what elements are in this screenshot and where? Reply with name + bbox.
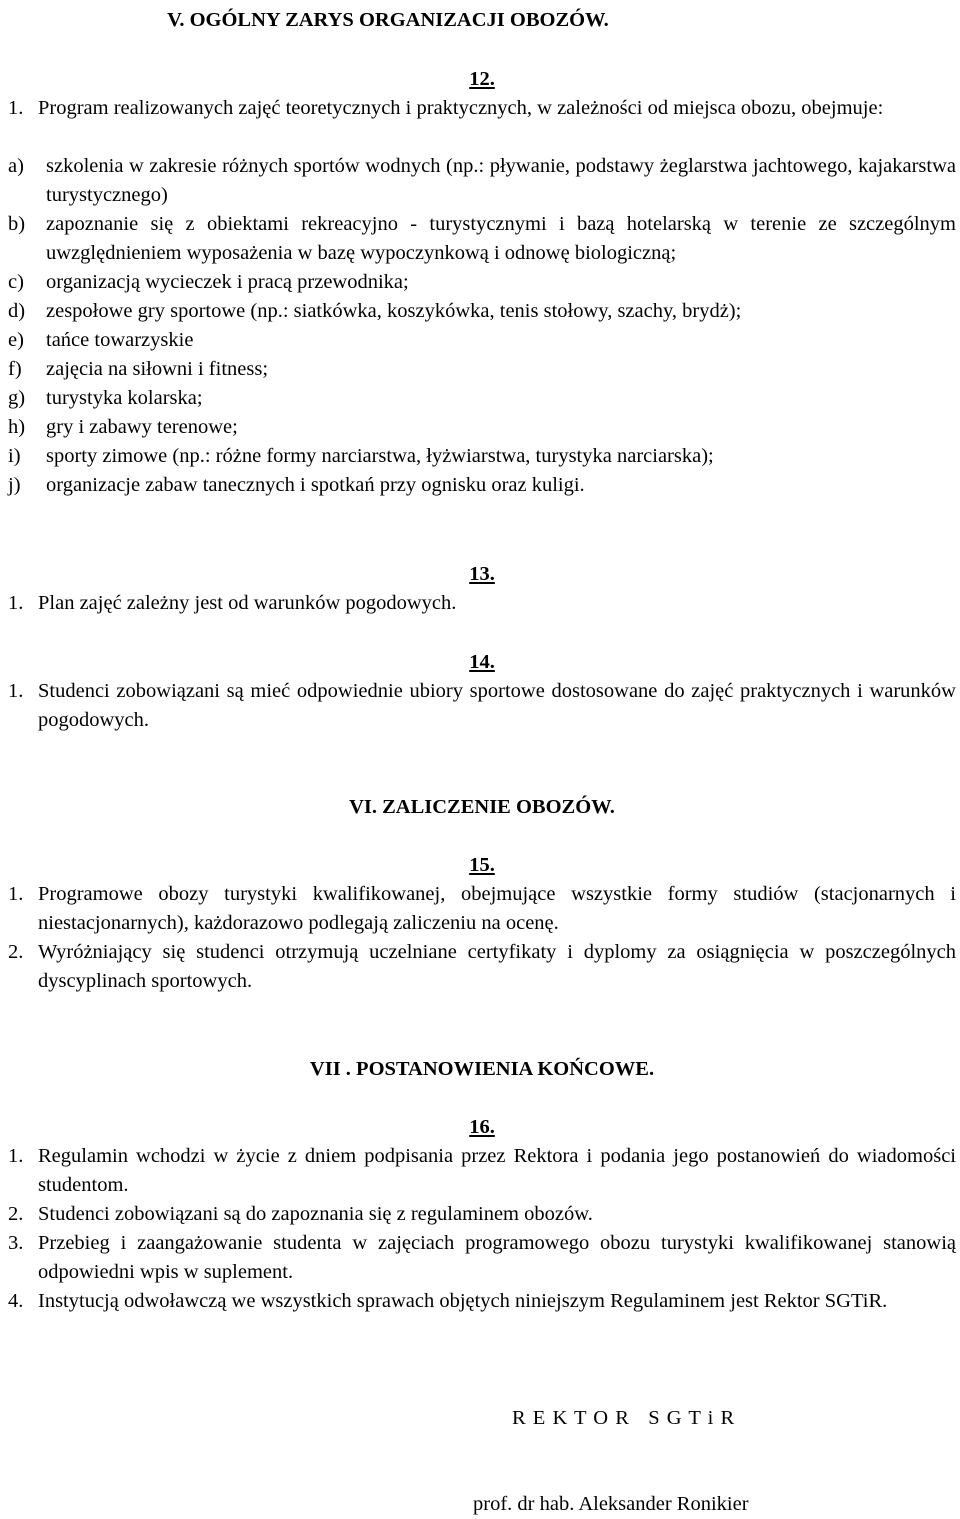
item-text: Studenci zobowiązani są mieć odpowiednie ubiory sportowe dostosowane do zajęć praktycznych i warunków pogodowych. (38, 680, 956, 731)
subitem-text: tańce towarzyskie (46, 329, 194, 351)
subitem-letter: e) (8, 329, 24, 351)
subitem-a (8, 152, 956, 210)
item-text: Regulamin wchodzi w życie z dniem podpisania przez Rektora i podania jego postanowień do wiadomości studentom. (38, 1145, 956, 1196)
par16-item-list (8, 1142, 956, 1316)
par13-item-1 (8, 589, 956, 618)
item-text: Studenci zobowiązani są do zapoznania się z regulaminem obozów. (38, 1203, 593, 1225)
section-6-title: VI. ZALICZENIE OBOZÓW. (349, 796, 615, 818)
item-number: 2. (8, 1203, 24, 1225)
par15-item-1 (8, 880, 956, 938)
subitem-d (8, 297, 956, 326)
subitem-h (8, 413, 956, 442)
item-number: 1. (8, 592, 24, 614)
par16-item-4 (8, 1287, 956, 1316)
par16-item-2 (8, 1200, 956, 1229)
item-text: Przebieg i zaangażowanie studenta w zajęciach programowego obozu turystyki kwalifikowanej stanowią odpowiedni wpis w suplement. (38, 1232, 956, 1283)
par14-item-1 (8, 677, 956, 735)
subitem-letter: j) (8, 474, 21, 496)
par15-item-list (8, 880, 956, 996)
par16-item-1 (8, 1142, 956, 1200)
subitem-i (8, 442, 956, 471)
subitem-letter: i) (8, 445, 21, 467)
section-7-title: VII . POSTANOWIENIA KOŃCOWE. (309, 1058, 655, 1080)
item-text: Wyróżniający się studenci otrzymują uczelniane certyfikaty i dyplomy za osiągnięcia w poszczególnych dyscyplinach sportowych. (38, 941, 956, 992)
item-text: Programowe obozy turystyki kwalifikowanej, obejmujące wszystkie formy studiów (stacjonarnych i niestacjonarnych), każdorazowo podlegają zaliczeniu na ocenę. (38, 883, 956, 934)
subitem-letter: b) (8, 213, 26, 235)
subitem-text: zajęcia na siłowni i fitness; (46, 358, 269, 380)
signature-title: R E K T O R S G T i R (512, 1407, 736, 1429)
item-text: Program realizowanych zajęć teoretycznych i praktycznych, w zależności od miejsca obozu, obejmuje: (38, 97, 884, 119)
subitem-f (8, 355, 956, 384)
subitem-e (8, 326, 956, 355)
item-number: 1. (8, 680, 24, 702)
subitem-text: organizacje zabaw tanecznych i spotkań przy ognisku oraz kuligi. (46, 474, 585, 496)
item-number: 4. (8, 1290, 24, 1312)
item-text: Plan zajęć zależny jest od warunków pogodowych. (38, 592, 457, 614)
subitem-text: szkolenia w zakresie różnych sportów wodnych (np.: pływanie, podstawy żeglarstwa jachtowego, kajakarstwa turystycznego) (46, 155, 956, 206)
subitem-letter: a) (8, 155, 24, 177)
subitem-text: zapoznanie się z obiektami rekreacyjno - turystycznymi i bazą hotelarską w terenie ze szczególnym uwzględnieniem wyposażenia w bazę wypoczynkową i odnowę biologiczną; (46, 213, 956, 264)
item-number: 1. (8, 883, 24, 905)
paragraph-14-number: 14. (469, 651, 495, 673)
subitem-g (8, 384, 956, 413)
subitem-letter: d) (8, 300, 26, 322)
subitem-text: zespołowe gry sportowe (np.: siatkówka, koszykówka, tenis stołowy, szachy, brydż); (46, 300, 742, 322)
par15-item-2 (8, 938, 956, 996)
item-number: 1. (8, 97, 24, 119)
paragraph-16-number: 16. (469, 1116, 495, 1138)
subitem-text: gry i zabawy terenowe; (46, 416, 238, 438)
subitem-text: organizacją wycieczek i pracą przewodnika; (46, 271, 409, 293)
subitem-c (8, 268, 956, 297)
par12-item-1 (8, 94, 956, 123)
section-5-title: V. OGÓLNY ZARYS ORGANIZACJI OBOZÓW. (167, 9, 609, 31)
item-number: 3. (8, 1232, 24, 1254)
subitem-b (8, 210, 956, 268)
item-text: Instytucją odwoławczą we wszystkich sprawach objętych niniejszym Regulaminem jest Rektor SGTiR. (38, 1290, 888, 1312)
subitem-letter: g) (8, 387, 26, 409)
item-number: 2. (8, 941, 24, 963)
subitem-text: sporty zimowe (np.: różne formy narciarstwa, łyżwiarstwa, turystyka narciarska); (46, 445, 714, 467)
par12-subitem-list (8, 152, 956, 500)
paragraph-13-number: 13. (469, 563, 495, 585)
subitem-text: turystyka kolarska; (46, 387, 203, 409)
subitem-letter: f) (8, 358, 22, 380)
par16-item-3 (8, 1229, 956, 1287)
paragraph-12-number: 12. (469, 68, 495, 90)
paragraph-15-number: 15. (469, 854, 495, 876)
signature-name: prof. dr hab. Aleksander Ronikier (473, 1493, 749, 1515)
subitem-letter: c) (8, 271, 24, 293)
subitem-j (8, 471, 956, 500)
item-number: 1. (8, 1145, 24, 1167)
subitem-letter: h) (8, 416, 26, 438)
